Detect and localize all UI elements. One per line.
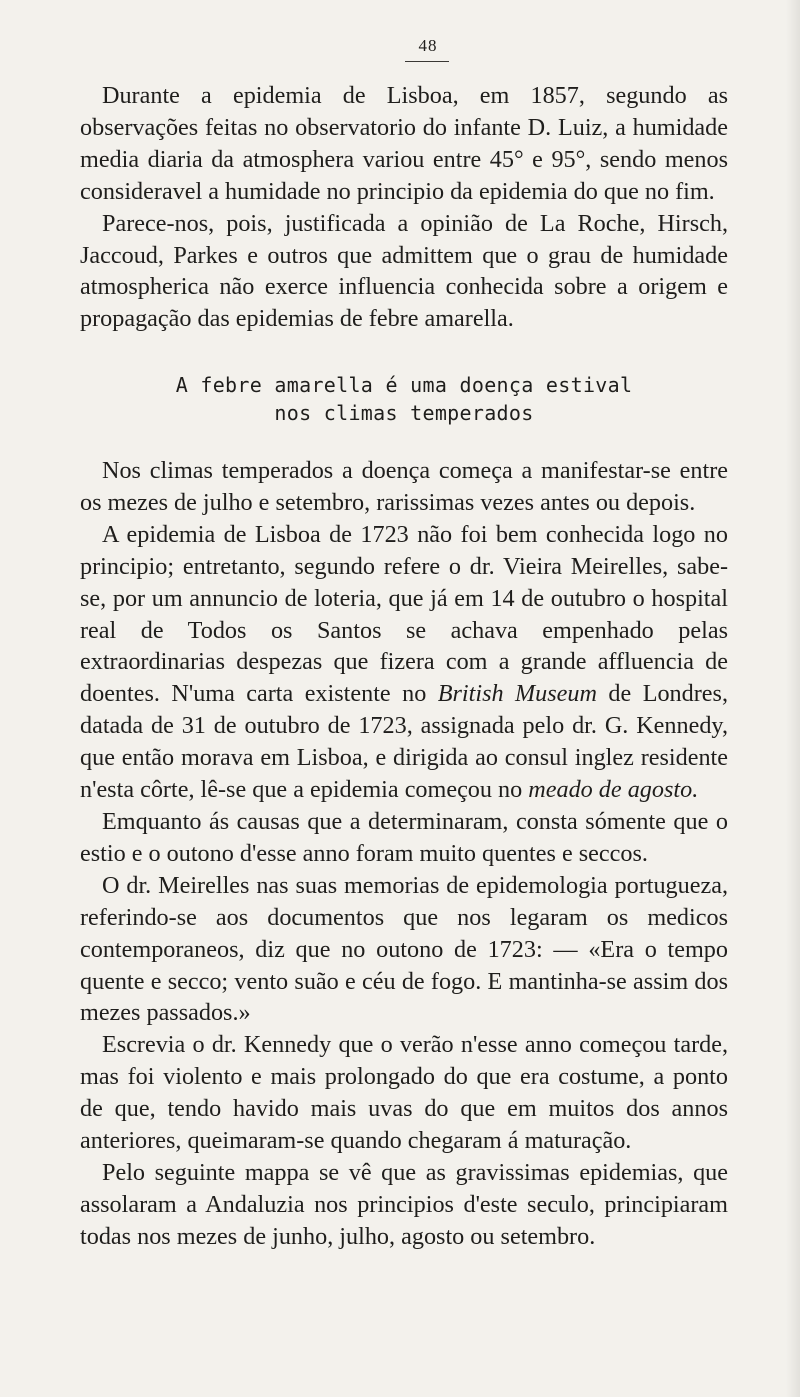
text-block-humidity — [80, 80, 728, 335]
text-segment: A epidemia de Lisboa de 1723 não foi bem conhecida logo no principio; entretanto, segundo refere o dr. Vieira Meirelles, sabe-se, por um annuncio de loteria, que já em 14 de outubro o hospital real de Todos os Santos se achava empenhado pelas extraordinarias despezas que fizera com a grande affluencia de doentes. N'uma carta existente no — [80, 520, 728, 708]
italic-meado-de-agosto: meado de agosto. — [528, 776, 699, 804]
paragraph-lisbon-1723 — [80, 519, 728, 806]
section-heading-line-1: A febre amarella é uma doença estival — [175, 373, 633, 397]
paragraph-kennedy: Escrevia o dr. Kennedy que o verão n'esse anno começou tarde, mas foi violento e mais prolongado do que era costume, a ponto de que, tendo havido mais uvas do que em muitos dos annos anteriores, queimaram-se quando chegaram á maturação. — [80, 1031, 728, 1155]
paragraph-lisbon-humidity: Durante a epidemia de Lisboa, em 1857, segundo as observações feitas no observatorio do infante D. Luiz, a humidade media diaria da atmosphera variou entre 45° e 95°, sendo menos consideravel a humidade no principio da epidemia do que no fim. — [80, 82, 728, 205]
paragraph-humidity-opinion: Parece-nos, pois, justificada a opinião de La Roche, Hirsch, Jaccoud, Parkes e outros que admittem que o grau de humidade atmospherica não exerce influencia conhecida sobre a origem e propagação das epidemias de febre amarella. — [80, 209, 728, 333]
paragraph-andaluzia: Pelo seguinte mappa se vê que as gravissimas epidemias, que assolaram a Andaluzia nos principios d'este seculo, principiaram todas nos mezes de junho, julho, agosto ou setembro. — [80, 1158, 728, 1250]
page-number-rule — [405, 61, 449, 62]
section-heading-line-2: nos climas temperados — [274, 401, 534, 425]
italic-british-museum: British Museum — [437, 680, 597, 708]
text-segment: de Londres, datada de 31 de outubro de 1723, assignada pelo dr. G. Kennedy, que então morava em Lisboa, e dirigida ao consul inglez residente n'esta côrte, lê-se que a epidemia começou no — [80, 680, 728, 804]
page-number: 48 — [418, 36, 438, 55]
paragraph-temperate-climates: Nos climas temperados a doença começa a manifestar-se entre os mezes de julho e setembro, rarissimas vezes antes ou depois. — [80, 457, 728, 516]
paragraph-meirelles: O dr. Meirelles nas suas memorias de epidemologia portugueza, referindo-se aos documentos que nos legaram os medicos contemporaneos, diz que no outono de 1723: — «Era o tempo quente e secco; vento suão e céu de fogo. E mantinha-se assim dos mezes passados.» — [80, 871, 728, 1027]
text-block-summer-disease — [80, 455, 728, 1253]
paragraph-causes: Emquanto ás causas que a determinaram, consta sómente que o estio e o outono d'esse anno foram muito quentes e seccos. — [80, 807, 728, 867]
page-edge-shadow — [786, 0, 800, 1397]
